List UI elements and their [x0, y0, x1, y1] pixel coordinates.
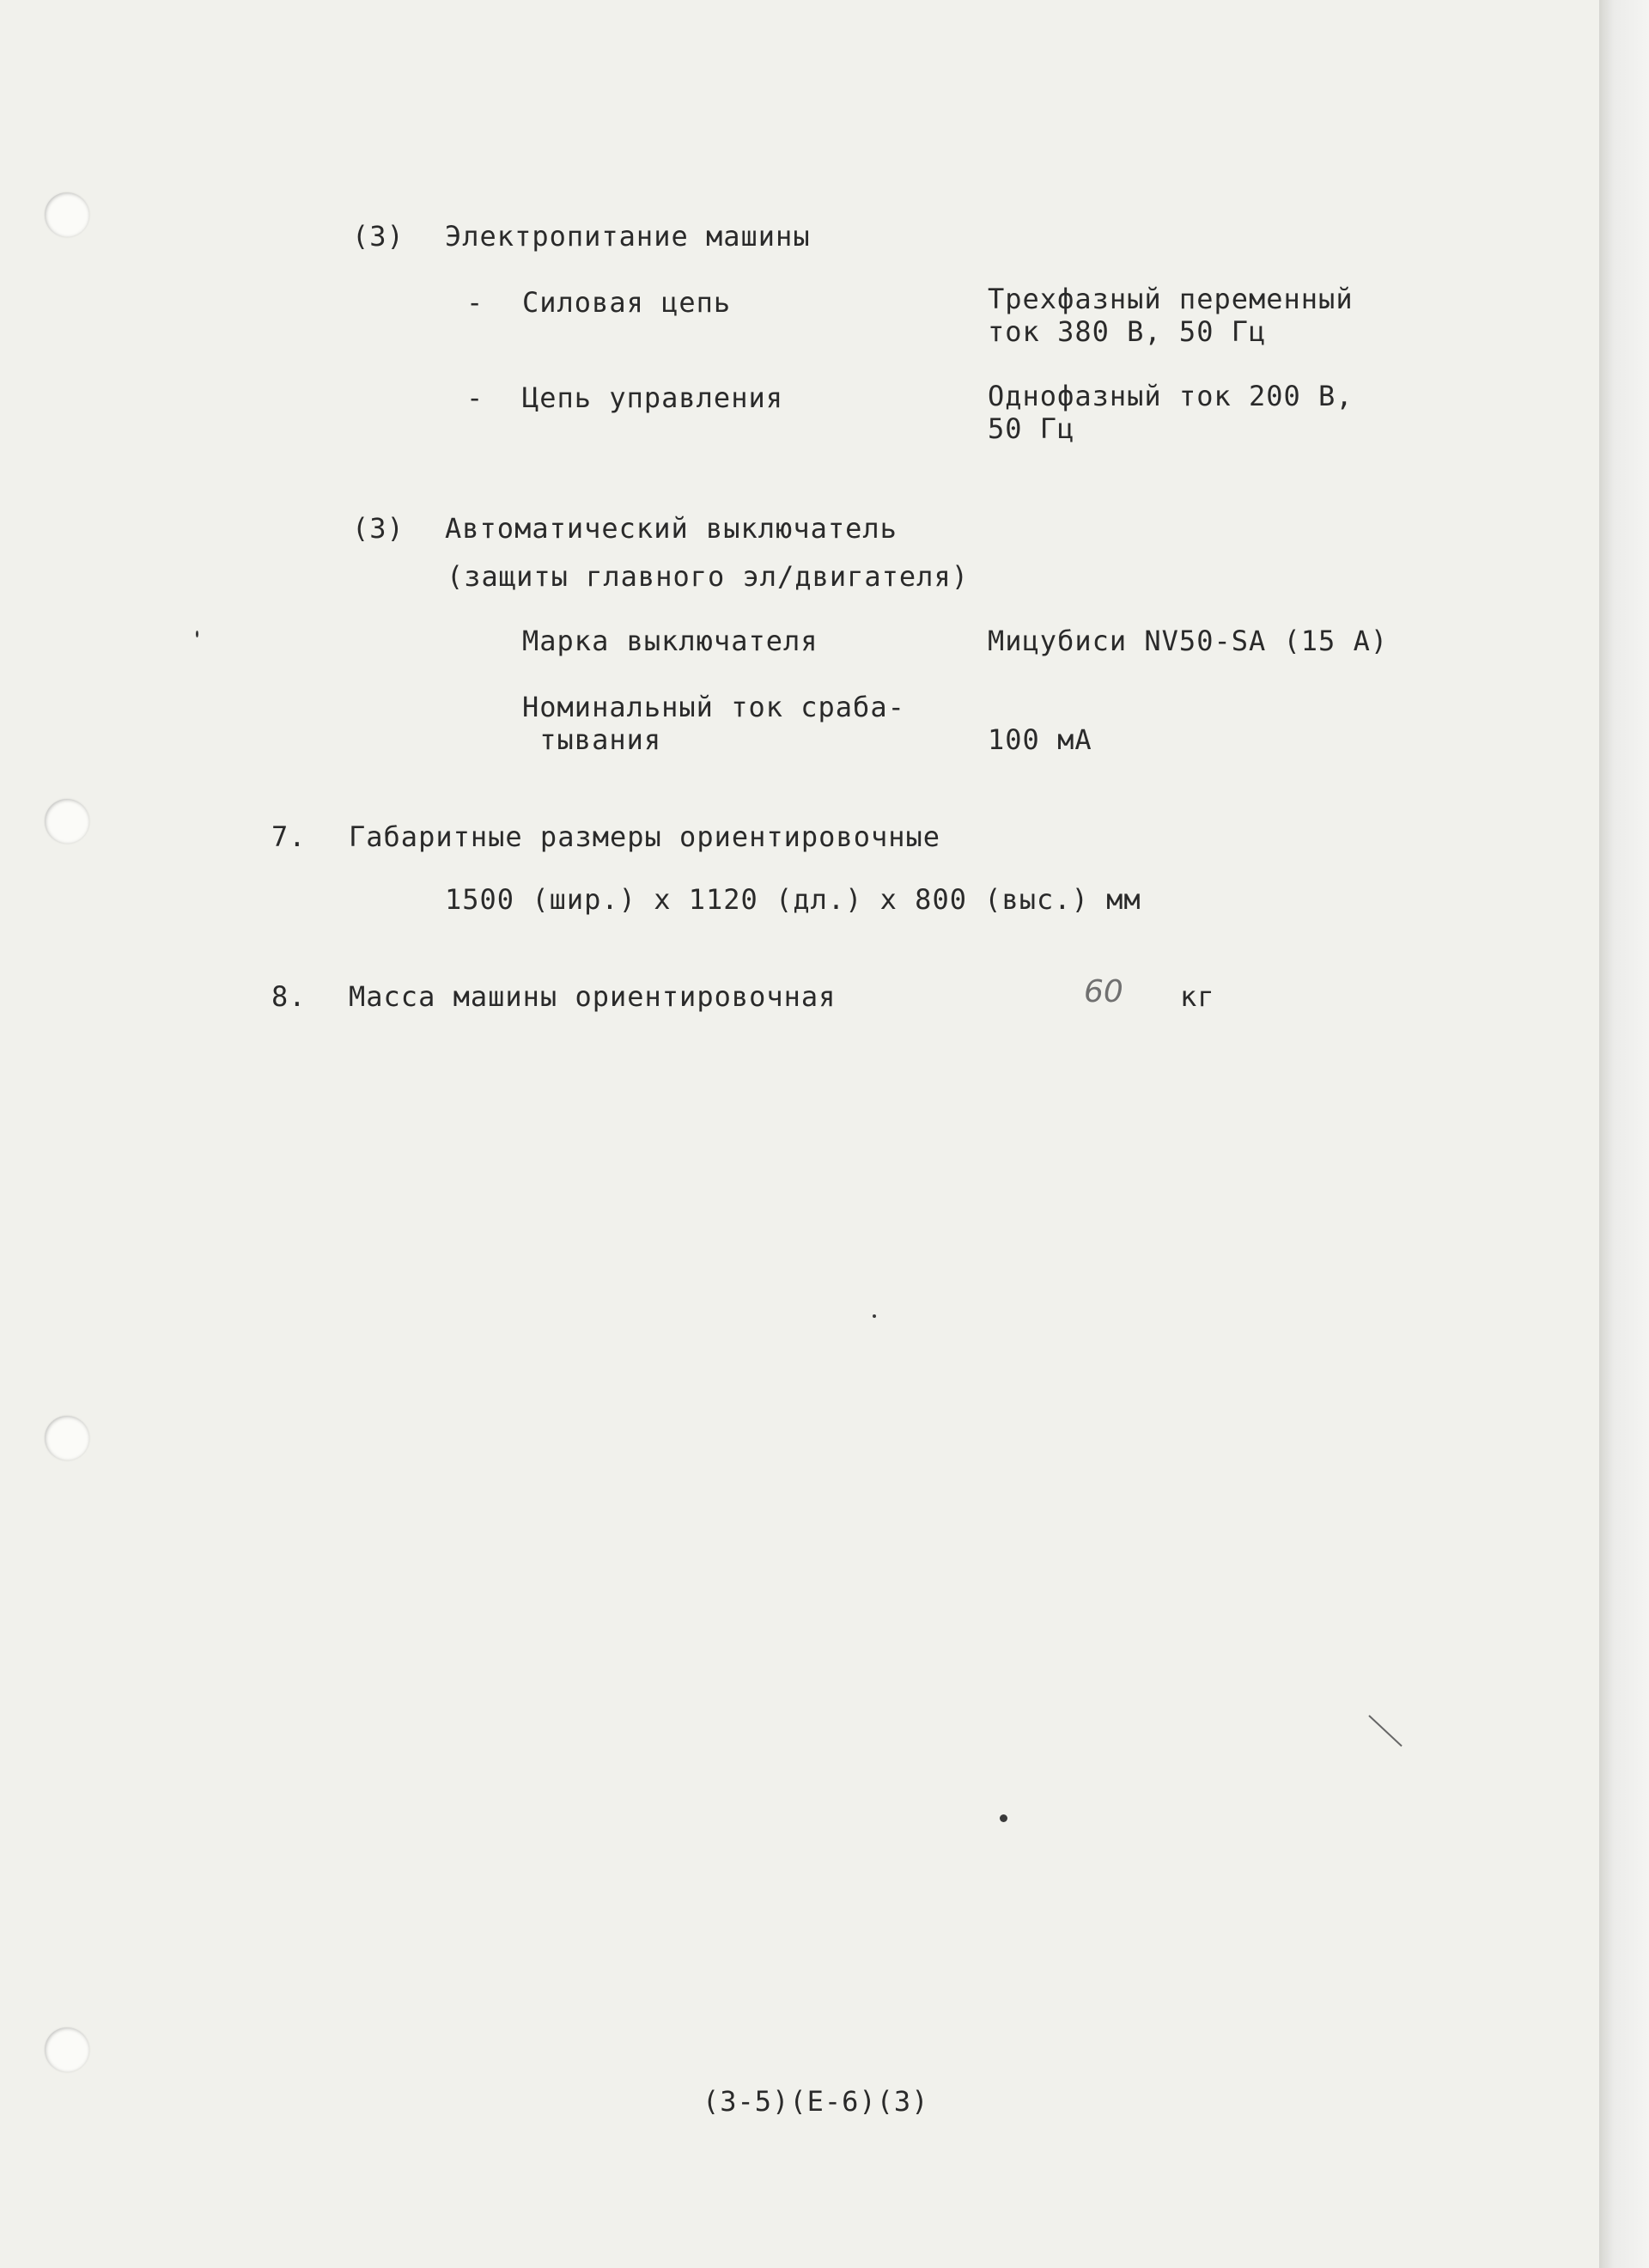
punch-hole — [45, 799, 89, 844]
pencil-mark — [1368, 1715, 1402, 1747]
row-label: Марка выключателя — [522, 625, 818, 657]
handwritten-mass-value: 60 — [1084, 974, 1123, 1009]
punch-hole — [45, 1416, 89, 1460]
row-value: Мицубиси NV50-SA (15 А) — [988, 625, 1389, 657]
list-dash: - — [466, 381, 484, 414]
section-number: (3) — [352, 512, 405, 545]
mass-unit: кг — [1180, 980, 1215, 1013]
row-label: Номинальный ток сраба- — [522, 691, 905, 723]
dimensions-text: 1500 (шир.) х 1120 (дл.) х 800 (выс.) мм — [445, 883, 1141, 916]
item-title: Масса машины ориентировочная — [349, 980, 837, 1013]
section-title: Автоматический выключатель — [445, 512, 898, 545]
list-dash: - — [466, 286, 484, 319]
item-title: Габаритные размеры ориентировочные — [349, 820, 941, 853]
row-value: 50 Гц — [988, 412, 1075, 445]
row-label: Цепь управления — [522, 381, 783, 414]
item-number: 8. — [271, 980, 307, 1013]
section-title: Электропитание машины — [445, 220, 811, 253]
ink-speck — [873, 1314, 876, 1318]
row-value: Трехфазный переменный — [988, 283, 1354, 315]
row-value: Однофазный ток 200 В, — [988, 380, 1354, 412]
item-number: 7. — [271, 820, 307, 853]
page-edge-shadow — [1599, 0, 1649, 2268]
page-code: (3-5)(Е-6)(3) — [703, 2085, 929, 2118]
row-value: ток 380 В, 50 Гц — [988, 315, 1267, 348]
punch-hole — [45, 192, 89, 237]
ink-speck — [196, 631, 198, 637]
row-label: Силовая цепь — [522, 286, 732, 319]
section-subtitle: (защиты главного эл/двигателя) — [447, 560, 969, 593]
section-number: (3) — [352, 220, 405, 253]
ink-speck — [1000, 1814, 1007, 1822]
row-value: 100 мА — [988, 723, 1092, 756]
punch-hole — [45, 2027, 89, 2072]
row-label: тывания — [522, 723, 662, 756]
